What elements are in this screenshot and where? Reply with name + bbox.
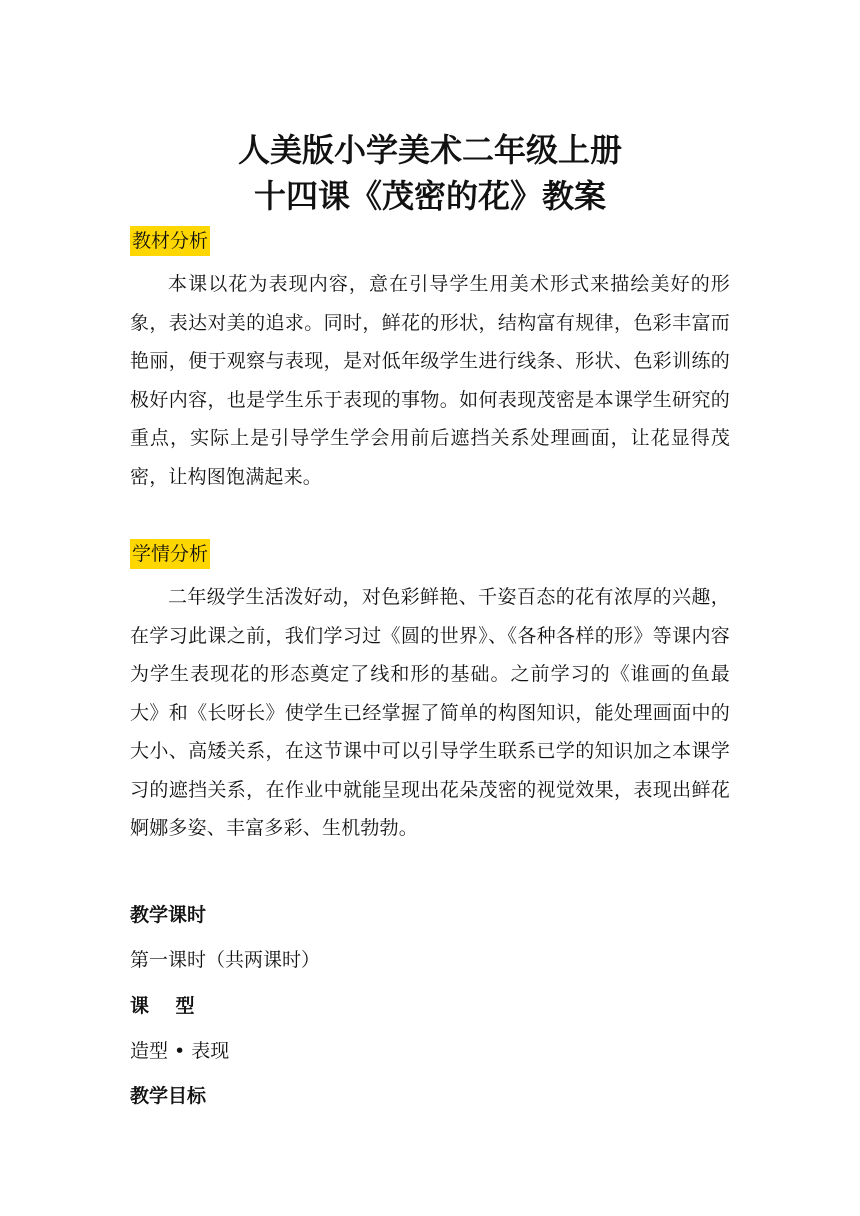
section-heading-material-analysis: 教材分析 <box>130 226 210 256</box>
document-title-line1: 人美版小学美术二年级上册 <box>237 131 622 169</box>
class-hours-value: 第一课时（共两课时） <box>130 949 321 971</box>
document-title-line2: 十四课《茂密的花》教案 <box>253 177 606 215</box>
section-heading-objectives: 教学目标 <box>130 1085 207 1107</box>
section-heading-student-analysis: 学情分析 <box>130 539 210 569</box>
lesson-type-value: 造型 • 表现 <box>130 1040 230 1062</box>
student-analysis-paragraph: 二年级学生活泼好动，对色彩鲜艳、千姿百态的花有浓厚的兴趣，在学习此课之前，我们学习过《圆的世界》、《各种各样的形》等课内容为学生表现花的形态奠定了线和形的基础。之前学习的《谁画的鱼最大》和《长呀长》使学生已经掌握了简单的构图知识，能处理画面中的大小、高矮关系，在这节课中可以引导学生联系已学的知识加之本课学习的遮挡关系，在作业中就能呈现出花朵茂密的视觉效果，表现出鲜花婀娜多姿、丰富多彩、生机勃勃。 <box>130 586 730 839</box>
section-heading-class-hours: 教学课时 <box>130 904 207 926</box>
section-heading-lesson-type: 课 型 <box>130 995 195 1017</box>
material-analysis-paragraph: 本课以花为表现内容，意在引导学生用美术形式来描绘美好的形象，表达对美的追求。同时，鲜花的形状，结构富有规律，色彩丰富而艳丽，便于观察与表现，是对低年级学生进行线条、形状、色彩训练的极好内容，也是学生乐于表现的事物。如何表现茂密是本课学生研究的重点，实际上是引导学生学会用前后遮挡关系处理画面，让花显得茂密，让构图饱满起来。 <box>130 273 730 488</box>
